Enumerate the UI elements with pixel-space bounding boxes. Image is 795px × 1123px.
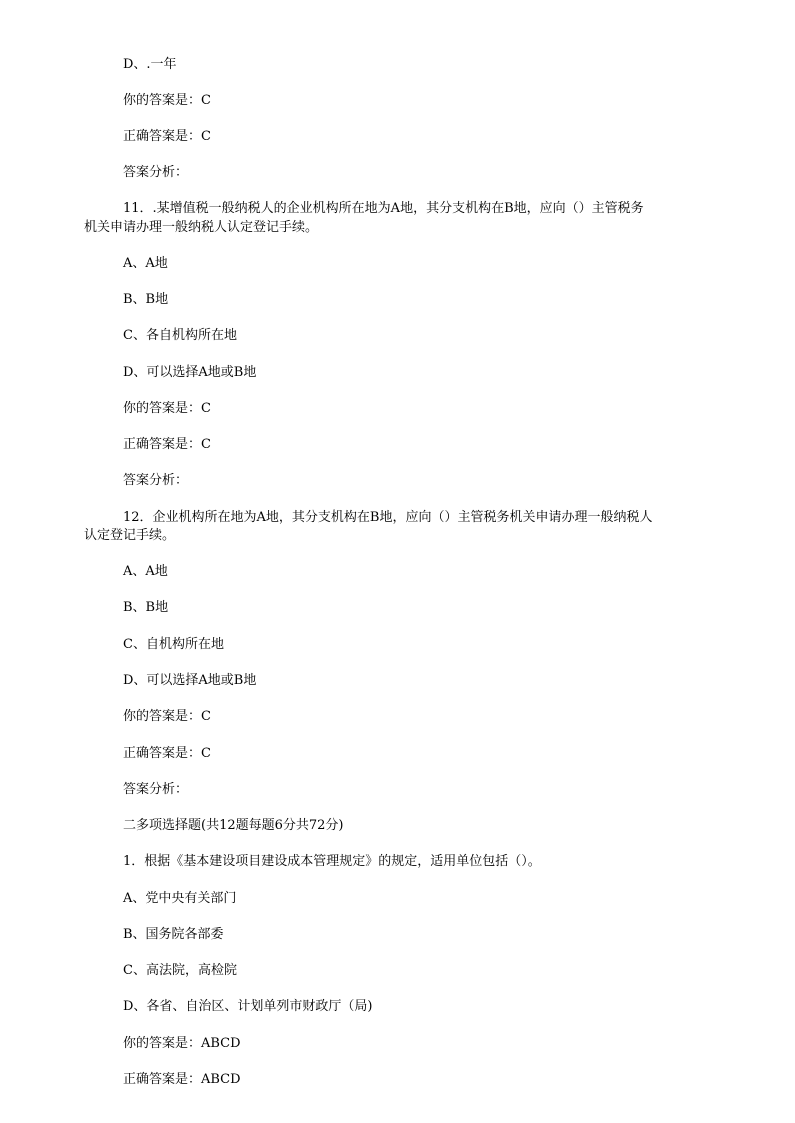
answer-analysis-q12: 答案分析： <box>123 782 189 797</box>
option-d-q12: D、可以选择A地或B地 <box>123 673 257 688</box>
question-m1-text: 1．根据《基本建设项目建设成本管理规定》的规定，适用单位包括（）。 <box>123 854 541 869</box>
answer-analysis-q10: 答案分析： <box>123 165 189 180</box>
question-12-text: 12．企业机构所在地为A地，其分支机构在B地，应向（）主管税务机关申请办理一般纳税人 <box>123 510 653 525</box>
option-d-q10: D、.一年 <box>123 57 177 72</box>
question-11-text-cont: 机关申请办理一般纳税人认定登记手续。 <box>84 220 319 235</box>
section-heading-multiple-choice: 二多项选择题(共12题每题6分共72分) <box>123 818 344 833</box>
option-c-q11: C、各自机构所在地 <box>123 328 237 343</box>
option-b-q12: B、B地 <box>123 600 169 615</box>
your-answer-q12: 你的答案是：C <box>123 709 211 724</box>
your-answer-m1: 你的答案是：ABCD <box>123 1036 241 1051</box>
option-a-m1: A、党中央有关部门 <box>123 891 237 906</box>
correct-answer-m1: 正确答案是：ABCD <box>123 1072 241 1087</box>
option-a-q12: A、A地 <box>123 564 168 579</box>
correct-answer-q10: 正确答案是：C <box>123 129 211 144</box>
option-b-q11: B、B地 <box>123 292 169 307</box>
correct-answer-q11: 正确答案是：C <box>123 437 211 452</box>
correct-answer-q12: 正确答案是：C <box>123 746 211 761</box>
option-c-m1: C、高法院，高检院 <box>123 963 237 978</box>
answer-analysis-q11: 答案分析： <box>123 473 189 488</box>
option-b-m1: B、国务院各部委 <box>123 927 224 942</box>
question-12-text-cont: 认定登记手续。 <box>84 528 176 543</box>
option-a-q11: A、A地 <box>123 256 168 271</box>
option-d-m1: D、各省、自治区、计划单列市财政厅（局) <box>123 999 373 1014</box>
your-answer-q11: 你的答案是：C <box>123 401 211 416</box>
option-c-q12: C、自机构所在地 <box>123 637 224 652</box>
option-d-q11: D、可以选择A地或B地 <box>123 365 257 380</box>
your-answer-q10: 你的答案是：C <box>123 93 211 108</box>
question-11-text: 11．.某增值税一般纳税人的企业机构所在地为A地，其分支机构在B地，应向（）主管税务 <box>123 201 644 216</box>
